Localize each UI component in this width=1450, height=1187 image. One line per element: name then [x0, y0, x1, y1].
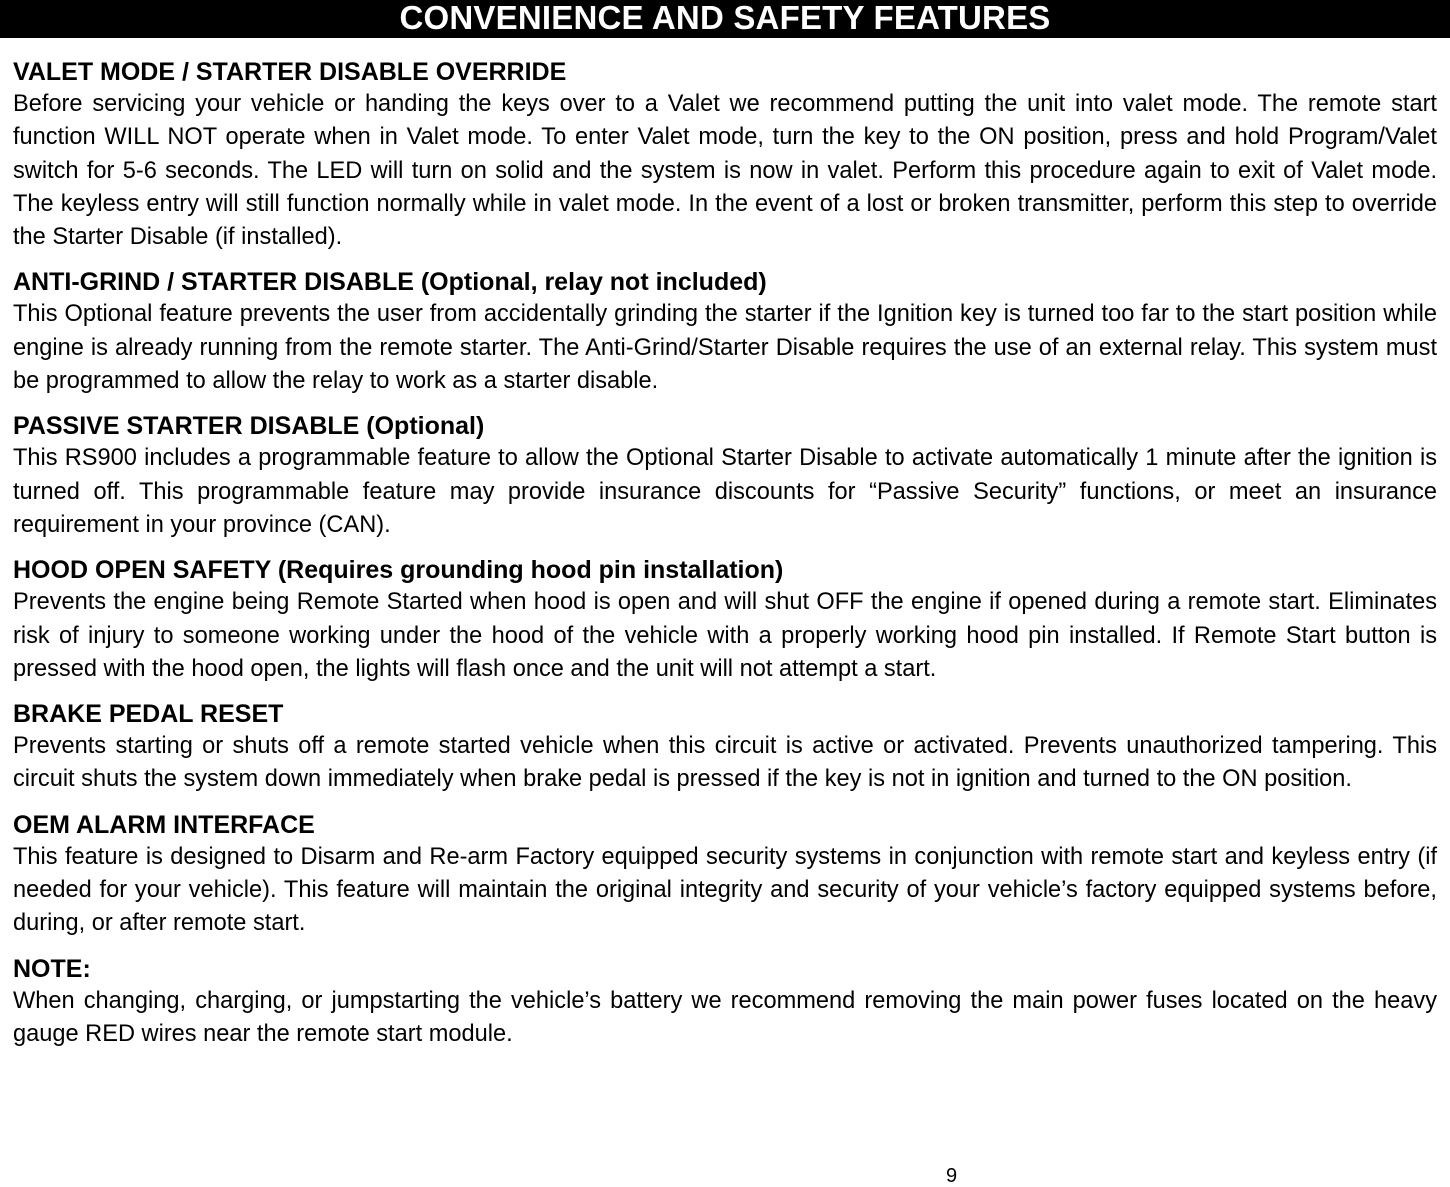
section-body: This Optional feature prevents the user from accidentally grinding the starter if the Ignition key is turned too far to the start position while engine is already running from the remote starter. The Anti-Grind/Starter Disable requires the use of an external relay. This system must be programmed to allow the relay to work as a starter disable.	[13, 301, 1437, 395]
section-body: Prevents the engine being Remote Started when hood is open and will shut OFF the engine if opened during a remote start. Eliminates risk of injury to someone working under the hood of the vehicle with a properly working hood pin installed. If Remote Start button is pressed with the hood open, the lights will flash once and the unit will not attempt a start.	[13, 589, 1437, 682]
document-body	[13, 56, 1437, 1063]
section-body: This RS900 includes a programmable feature to allow the Optional Starter Disable to activate automatically 1 minute after the ignition is turned off. This programmable feature may provide insurance discounts for “Passive Security” functions, or meet an insurance requirement in your province (CAN).	[13, 445, 1437, 538]
page-title-bar	[0, 0, 1450, 38]
section-anti-grind	[13, 266, 1437, 398]
section-heading: BRAKE PEDAL RESET	[13, 700, 284, 729]
section-hood-open-safety	[13, 554, 1437, 686]
section-heading: HOOD OPEN SAFETY (Requires grounding hood pin installation)	[13, 556, 784, 585]
section-heading: OEM ALARM INTERFACE	[13, 810, 315, 839]
section-oem-alarm-interface	[13, 809, 1437, 941]
section-body: This feature is designed to Disarm and Re-arm Factory equipped security systems in conjunction with remote start and keyless entry (if needed for your vehicle). This feature will maintain the original integrity and security of your vehicle’s factory equipped systems before, during, or after remote start.	[13, 843, 1437, 937]
section-body: Prevents starting or shuts off a remote started vehicle when this circuit is active or activated. Prevents unauthorized tampering. This circuit shuts the system down immediately when brake pedal is pressed if the key is not in ignition and turned to the ON position.	[13, 733, 1437, 793]
section-valet-mode	[13, 56, 1437, 254]
section-heading: PASSIVE STARTER DISABLE (Optional)	[13, 412, 485, 441]
section-passive-starter-disable	[13, 410, 1437, 542]
section-brake-pedal-reset	[13, 698, 1437, 797]
section-heading: NOTE:	[13, 954, 91, 983]
section-heading: VALET MODE / STARTER DISABLE OVERRIDE	[13, 58, 567, 86]
section-body: When changing, charging, or jumpstarting the vehicle’s battery we recommend removing the main power fuses located on the heavy gauge RED wires near the remote start module.	[13, 987, 1437, 1047]
page-title: CONVENIENCE AND SAFETY FEATURES	[399, 0, 1051, 36]
page-number: 9	[946, 1165, 958, 1187]
section-heading: ANTI-GRIND / STARTER DISABLE (Optional, relay not included)	[13, 268, 767, 297]
section-note	[13, 953, 1437, 1052]
section-body: Before servicing your vehicle or handing the keys over to a Valet we recommend putting the unit into valet mode. The remote start function WILL NOT operate when in Valet mode. To enter Valet mode, turn the key to the ON position, press and hold Program/Valet switch for 5-6 seconds. The LED will turn on solid and the system is now in valet. Perform this procedure again to exit of Valet mode. The keyless entry will still function normally while in valet mode. In the event of a lost or broken transmitter, perform this step to override the Starter Disable (if installed).	[13, 91, 1437, 251]
